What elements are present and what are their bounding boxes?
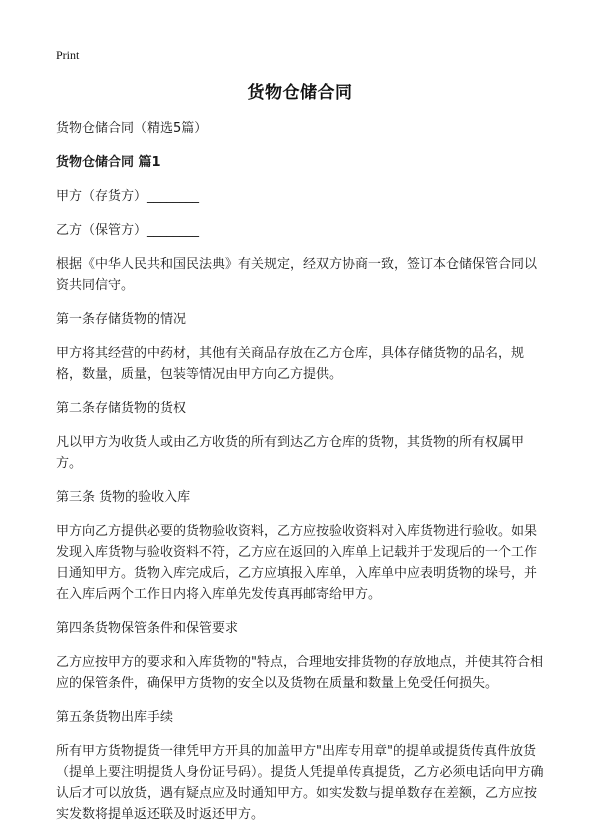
document-body <box>56 118 548 838</box>
party-a-line: 甲方（存货方）________ <box>56 189 200 204</box>
party-b-line: 乙方（保管方）________ <box>56 223 200 238</box>
article-2-text: 凡以甲方为收货人或由乙方收货的所有到达乙方仓库的货物，其货物的所有权属甲方。 <box>56 435 525 471</box>
article-2-title: 第二条存储货物的货权 <box>56 401 187 416</box>
article-1-text: 甲方将其经营的中药材，其他有关商品存放在乙方仓库，具体存储货物的品名，规格，数量，质量，包装等情况由甲方向乙方提供。 <box>56 346 525 382</box>
document-title: 货物仓储合同 <box>247 83 353 103</box>
print-link[interactable]: Print <box>56 48 80 62</box>
intro-paragraph: 根据《中华人民共和国民法典》有关规定，经双方协商一致，签订本仓储保管合同以资共同信守。 <box>56 257 538 293</box>
article-4-title: 第四条货物保管条件和保管要求 <box>56 621 239 636</box>
article-3-text: 甲方向乙方提供必要的货物验收资料，乙方应按验收资料对入库货物进行验收。如果发现入库货物与验收资料不符，乙方应在返回的入库单上记载并于发现后的一个工作日通知甲方。货物入库完成后，乙方应填报入库单，入库单中应表明货物的垛号，并在入库后两个工作日内将入库单先发传真再邮寄给甲方。 <box>56 524 538 602</box>
article-1-title: 第一条存储货物的情况 <box>56 312 187 327</box>
article-4-text: 乙方应按甲方的要求和入库货物的"特点，合理地安排货物的存放地点，并使其符合相应的保管条件，确保甲方货物的安全以及货物在质量和数量上免受任何损失。 <box>56 655 543 691</box>
document-subtitle: 货物仓储合同（精选5篇） <box>56 121 208 136</box>
article-3-title: 第三条 货物的验收入库 <box>56 490 191 505</box>
article-5-title: 第五条货物出库手续 <box>56 710 174 725</box>
article-5-text: 所有甲方货物提货一律凭甲方开具的加盖甲方"出库专用章"的提单或提货传真件放货（提单上要注明提货人身份证号码）。提货人凭提单传真提货，乙方必须电话向甲方确认后才可以放货，遇有疑点应及时通知甲方。如实发数与提单数存在差额，乙方应按实发数将提单返还联及时返还甲方。 <box>56 744 544 822</box>
section-heading: 货物仓储合同 篇1 <box>56 155 161 170</box>
